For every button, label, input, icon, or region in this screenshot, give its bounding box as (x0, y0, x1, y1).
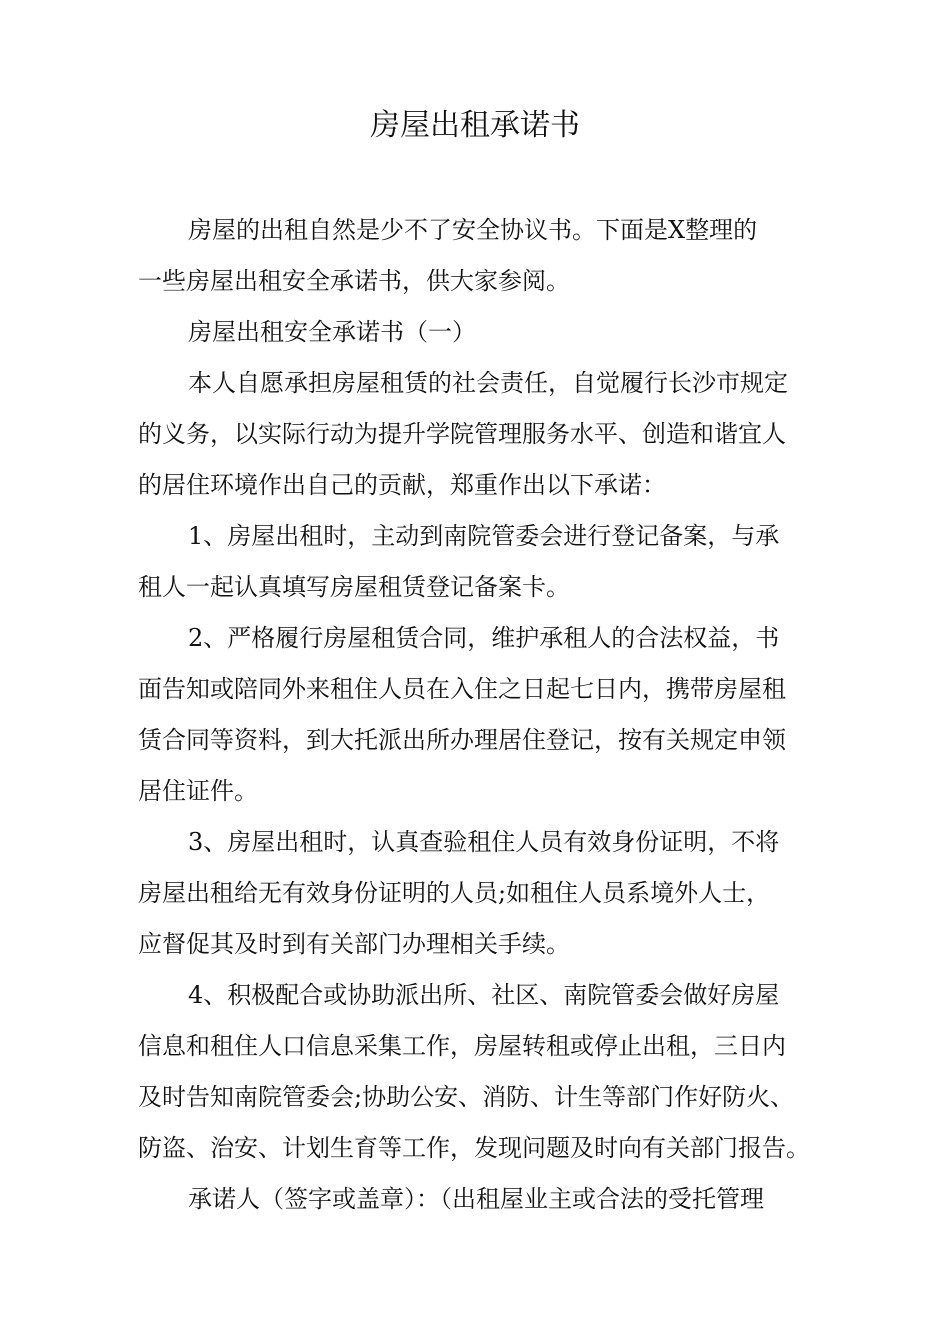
paragraph-line: 承诺人（签字或盖章）：（出租屋业主或合法的受托管理 (188, 1185, 764, 1213)
paragraph-item-4 (138, 970, 838, 1174)
paragraph-line: 房屋出租给无有效身份证明的人员;如租住人员系境外人士， (138, 879, 771, 907)
paragraph-line: 防盗、治安、计划生育等工作，发现问题及时向有关部门报告。 (138, 1134, 810, 1162)
paragraph-signature (138, 1174, 838, 1225)
paragraph-line: 租人一起认真填写房屋租赁登记备案卡。 (138, 573, 570, 601)
paragraph-intro (138, 205, 838, 307)
paragraph-line: 赁合同等资料，到大托派出所办理居住登记，按有关规定申领 (138, 726, 786, 754)
paragraph-commitment (138, 358, 838, 511)
paragraph-item-3 (138, 817, 838, 970)
paragraph-item-1 (138, 511, 838, 613)
document-body (138, 205, 838, 1225)
section-heading (138, 307, 838, 358)
paragraph-line: 居住证件。 (138, 777, 258, 805)
paragraph-line: 一些房屋出租安全承诺书，供大家参阅。 (138, 267, 570, 295)
paragraph-line: 3、房屋出租时，认真查验租住人员有效身份证明，不将 (188, 828, 780, 856)
paragraph-line: 应督促其及时到有关部门办理相关手续。 (138, 930, 570, 958)
paragraph-line: 的义务，以实际行动为提升学院管理服务水平、创造和谐宜人 (138, 420, 786, 448)
paragraph-line: 2、严格履行房屋租赁合同，维护承租人的合法权益，书 (188, 624, 780, 652)
paragraph-line: 4、积极配合或协助派出所、社区、南院管委会做好房屋 (188, 981, 780, 1009)
paragraph-line: 房屋的出租自然是少不了安全协议书。下面是X整理的 (188, 216, 758, 244)
paragraph-item-2 (138, 613, 838, 817)
paragraph-line: 1、房屋出租时，主动到南院管委会进行登记备案，与承 (188, 522, 780, 550)
paragraph-line: 本人自愿承担房屋租赁的社会责任，自觉履行长沙市规定 (188, 369, 788, 397)
paragraph-line: 面告知或陪同外来租住人员在入住之日起七日内，携带房屋租 (138, 675, 786, 703)
paragraph-line: 信息和租住人口信息采集工作，房屋转租或停止出租，三日内 (138, 1032, 786, 1060)
document-title: 房屋出租承诺书 (370, 108, 580, 143)
paragraph-line: 的居住环境作出自己的贡献，郑重作出以下承诺： (138, 471, 666, 499)
paragraph-line: 房屋出租安全承诺书（一） (188, 318, 476, 346)
paragraph-line: 及时告知南院管委会;协助公安、消防、计生等部门作好防火、 (138, 1083, 795, 1111)
